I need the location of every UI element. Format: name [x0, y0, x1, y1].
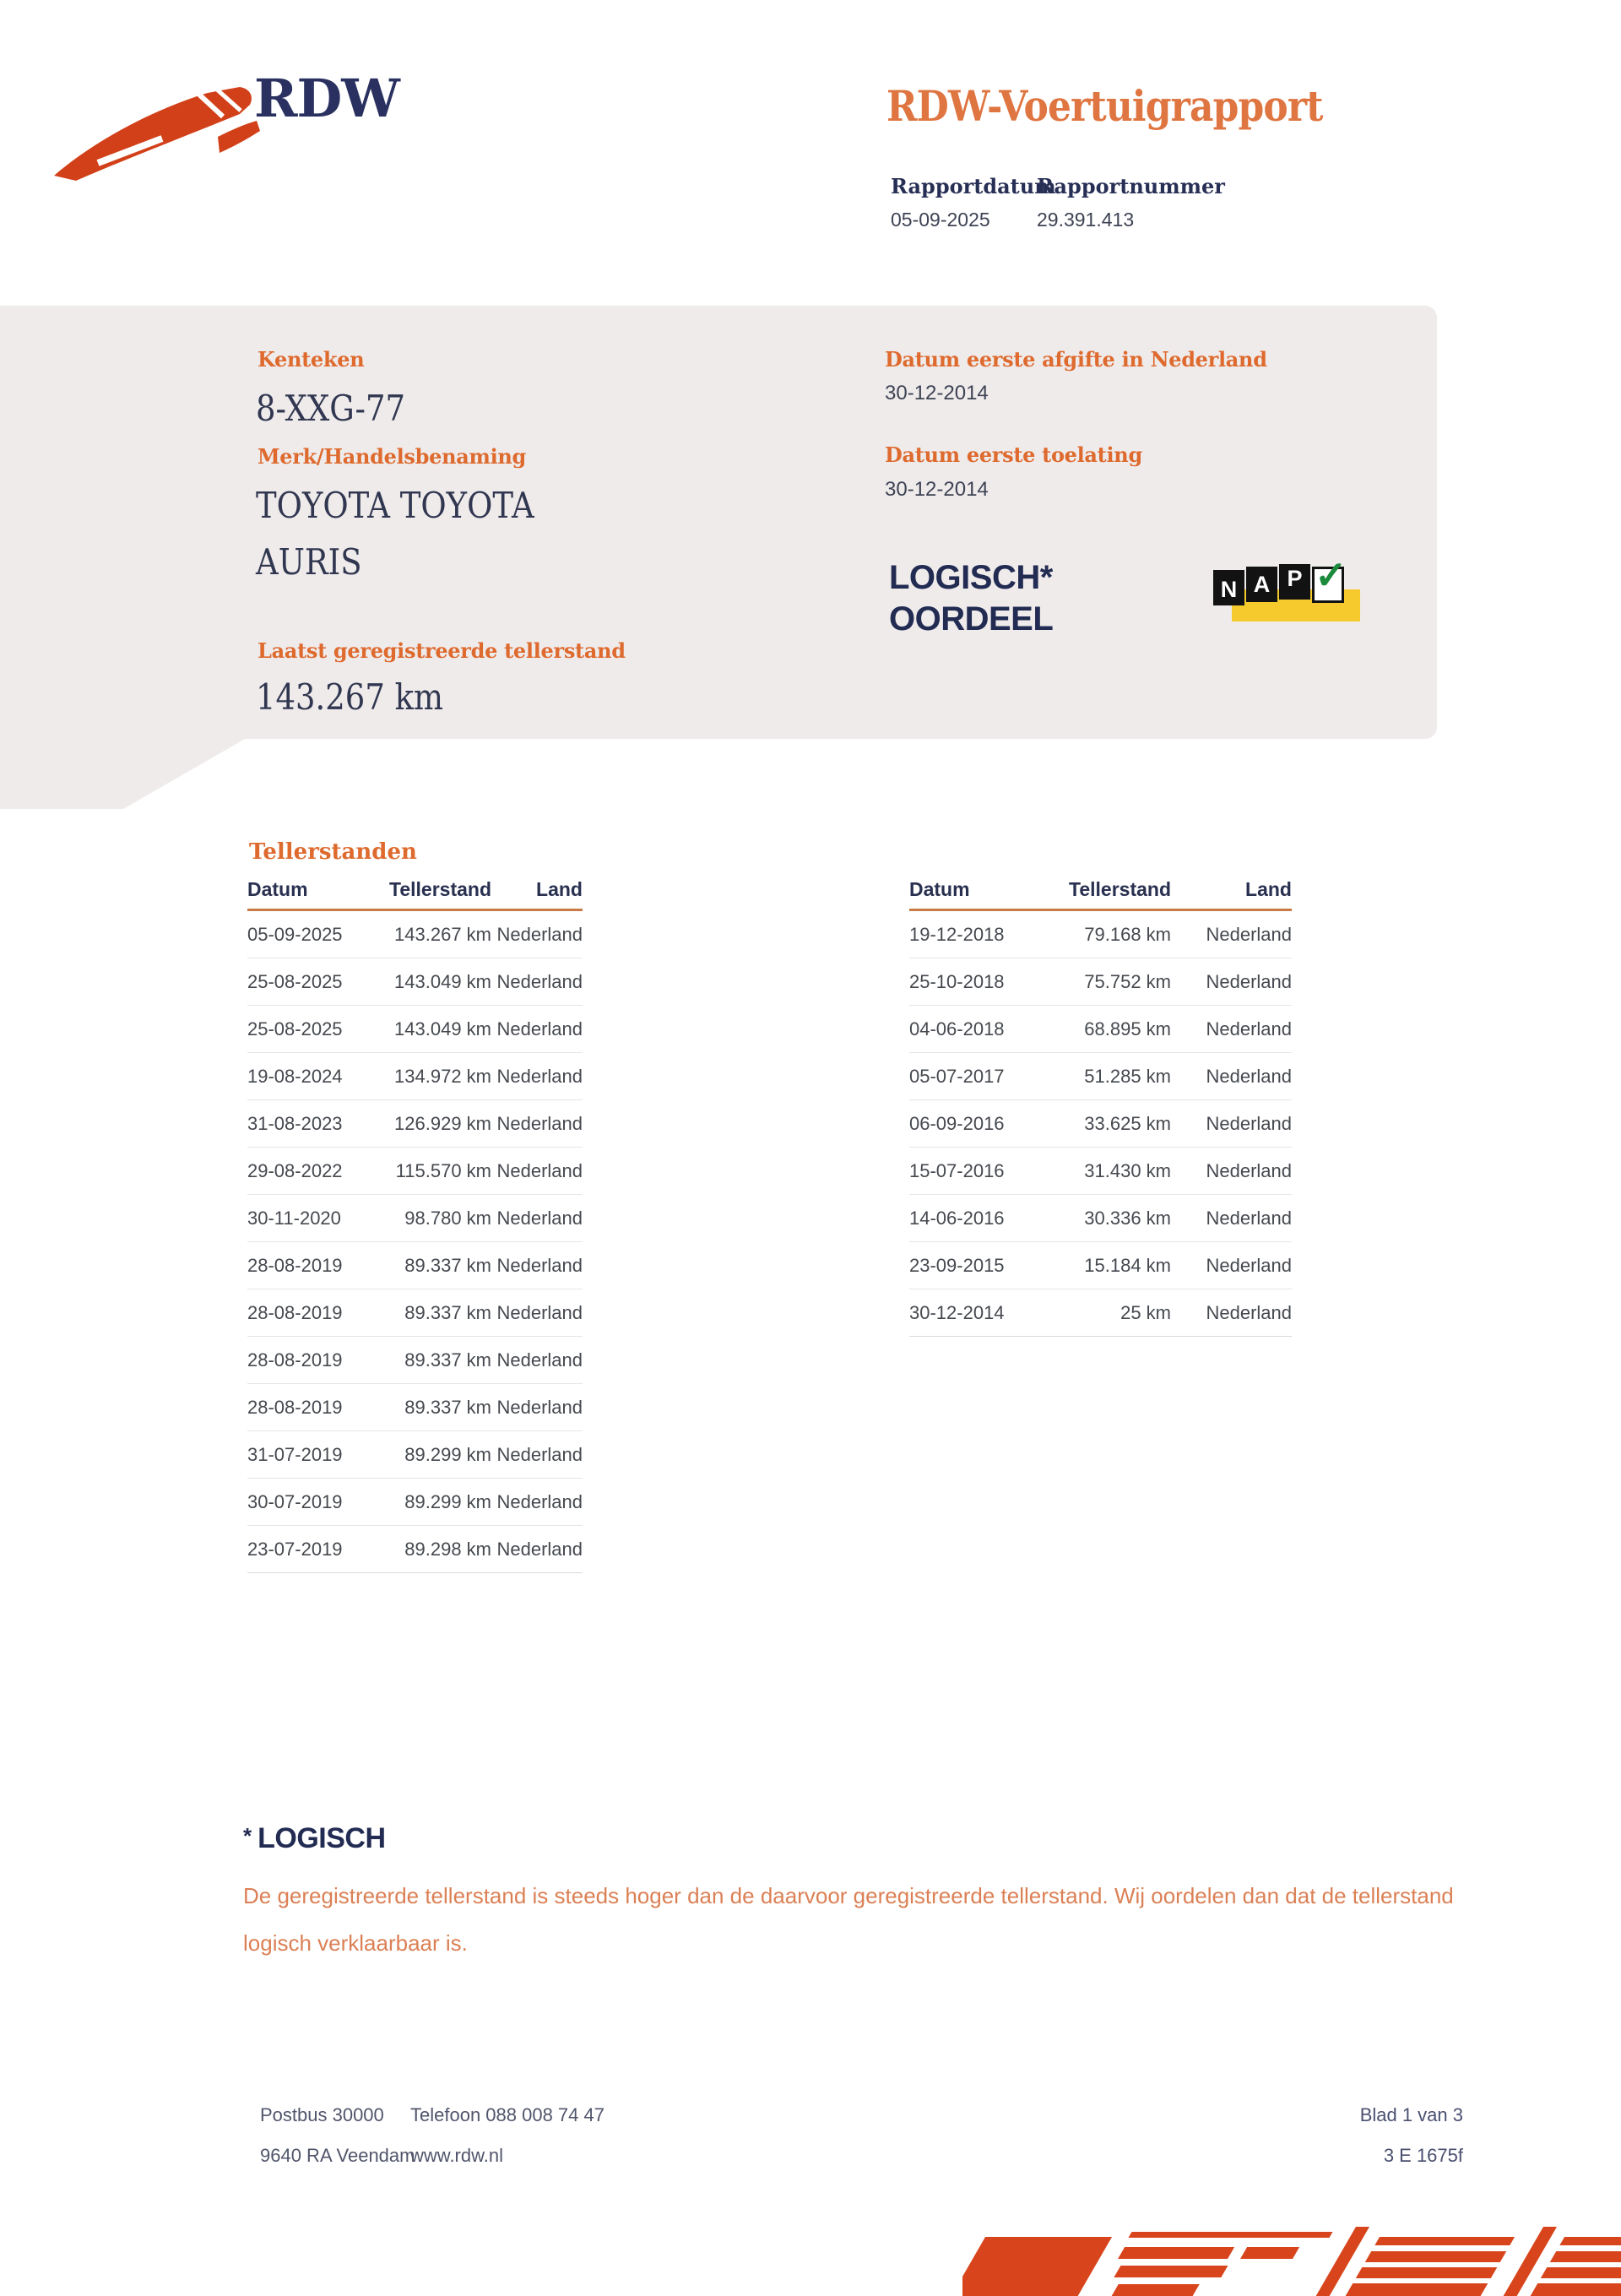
- cell-land: Nederland: [496, 1065, 583, 1087]
- report-date-value: 05-09-2025: [891, 209, 990, 231]
- table-row: [909, 1053, 1292, 1100]
- tellerstand-label: Laatst geregistreerde tellerstand: [258, 638, 626, 663]
- cell-datum: 19-12-2018: [909, 923, 1005, 945]
- cell-tellerstand: 89.299 km: [404, 1443, 491, 1465]
- cell-datum: 19-08-2024: [247, 1065, 343, 1087]
- table-row: [247, 958, 583, 1006]
- cell-land: Nederland: [496, 1443, 583, 1465]
- table-row: [909, 1289, 1292, 1337]
- column-header-land: Land: [536, 878, 583, 900]
- cell-tellerstand: 89.298 km: [404, 1538, 491, 1560]
- cell-datum: 29-08-2022: [247, 1159, 343, 1181]
- table-header-row: [909, 878, 1292, 911]
- cell-datum: 28-08-2019: [247, 1254, 343, 1276]
- column-header-datum: Datum: [909, 878, 970, 900]
- cell-tellerstand: 143.267 km: [394, 923, 491, 945]
- nap-letter-n: N: [1213, 570, 1244, 605]
- table-row: [247, 1195, 583, 1242]
- cell-land: Nederland: [496, 1018, 583, 1039]
- oordeel-line2: OORDEEL: [889, 600, 1054, 638]
- cell-datum: 15-07-2016: [909, 1159, 1005, 1181]
- table-row: [909, 1006, 1292, 1053]
- column-header-tellerstand: Tellerstand: [1069, 878, 1171, 900]
- nap-checkmark-icon: ✓: [1315, 553, 1347, 597]
- table-header-row: [247, 878, 583, 911]
- cell-land: Nederland: [496, 1159, 583, 1181]
- cell-land: Nederland: [1206, 923, 1292, 945]
- table-row: [247, 1526, 583, 1573]
- cell-land: Nederland: [496, 1207, 583, 1229]
- cell-land: Nederland: [1206, 1254, 1292, 1276]
- cell-land: Nederland: [1206, 1112, 1292, 1134]
- cell-tellerstand: 89.337 km: [404, 1301, 491, 1323]
- cell-land: Nederland: [1206, 1301, 1292, 1323]
- cell-datum: 06-09-2016: [909, 1112, 1005, 1134]
- table-row: [247, 1100, 583, 1148]
- table-row: [247, 1053, 583, 1100]
- cell-datum: 25-08-2025: [247, 970, 343, 992]
- panel-tail-shape: [0, 738, 247, 809]
- cell-tellerstand: 51.285 km: [1084, 1065, 1171, 1087]
- table-row: [247, 1148, 583, 1195]
- rdw-logo-text: RDW: [254, 68, 399, 129]
- cell-land: Nederland: [496, 923, 583, 945]
- cell-datum: 04-06-2018: [909, 1018, 1005, 1039]
- cell-tellerstand: 75.752 km: [1084, 970, 1171, 992]
- cell-land: Nederland: [1206, 1018, 1292, 1039]
- table-row: [909, 1148, 1292, 1195]
- cell-datum: 28-08-2019: [247, 1396, 343, 1418]
- tellerstanden-table-right: [909, 878, 1292, 1337]
- cell-datum: 25-10-2018: [909, 970, 1005, 992]
- footer-address-line1: Postbus 30000: [260, 2104, 384, 2125]
- report-date-label: Rapportdatum: [891, 174, 1056, 198]
- cell-datum: 28-08-2019: [247, 1349, 343, 1371]
- toelating-label: Datum eerste toelating: [885, 442, 1142, 467]
- cell-tellerstand: 126.929 km: [394, 1112, 491, 1134]
- cell-tellerstand: 89.299 km: [404, 1490, 491, 1512]
- cell-tellerstand: 79.168 km: [1084, 923, 1171, 945]
- oordeel-line1: LOGISCH*: [889, 559, 1053, 596]
- vehicle-summary-panel: [0, 306, 1437, 739]
- cell-land: Nederland: [496, 1112, 583, 1134]
- tellerstanden-section-title: Tellerstanden: [249, 839, 417, 865]
- footer-form-code: 3 E 1675f: [1383, 2145, 1463, 2166]
- merk-label: Merk/Handelsbenaming: [258, 444, 527, 469]
- cell-land: Nederland: [496, 1349, 583, 1371]
- table-row: [247, 1242, 583, 1289]
- report-date-block: [891, 174, 1056, 231]
- cell-tellerstand: 68.895 km: [1084, 1018, 1171, 1039]
- logisch-footnote-heading: [243, 1822, 386, 1855]
- rdw-stripes-decoration: [962, 2227, 1621, 2296]
- cell-land: Nederland: [1206, 1207, 1292, 1229]
- footer-website: www.rdw.nl: [410, 2145, 504, 2166]
- table-row: [247, 911, 583, 958]
- tellerstand-value: 143.267 km: [256, 676, 444, 718]
- rdw-swoosh-logo-icon: [49, 83, 264, 191]
- table-row: [247, 1337, 583, 1384]
- cell-land: Nederland: [496, 1538, 583, 1560]
- cell-tellerstand: 115.570 km: [395, 1159, 491, 1181]
- cell-datum: 23-09-2015: [909, 1254, 1005, 1276]
- page-title: RDW-Voertuigrapport: [886, 81, 1323, 131]
- footnote-title: LOGISCH: [258, 1822, 386, 1854]
- cell-datum: 30-11-2020: [247, 1207, 341, 1229]
- toelating-value: 30-12-2014: [885, 478, 989, 501]
- report-number-label: Rapportnummer: [1037, 174, 1225, 198]
- cell-tellerstand: 30.336 km: [1084, 1207, 1171, 1229]
- table-row: [247, 1479, 583, 1526]
- nap-checkbox: [1312, 553, 1347, 603]
- footer-address-line2: 9640 RA Veendam: [260, 2145, 415, 2166]
- column-header-datum: Datum: [247, 878, 308, 900]
- report-number-value: 29.391.413: [1037, 209, 1135, 231]
- table-row: [247, 1431, 583, 1479]
- nap-letter-a: A: [1246, 567, 1277, 602]
- nap-logo: [1213, 553, 1374, 627]
- footer-phone: Telefoon 088 008 74 47: [410, 2104, 604, 2125]
- cell-tellerstand: 143.049 km: [394, 970, 491, 992]
- report-number-block: [1037, 174, 1225, 231]
- cell-datum: 30-07-2019: [247, 1490, 343, 1512]
- cell-tellerstand: 89.337 km: [404, 1396, 491, 1418]
- cell-tellerstand: 134.972 km: [394, 1065, 491, 1087]
- cell-datum: 31-08-2023: [247, 1112, 343, 1134]
- cell-datum: 31-07-2019: [247, 1443, 343, 1465]
- table-row: [247, 1006, 583, 1053]
- column-header-land: Land: [1245, 878, 1292, 900]
- kenteken-label: Kenteken: [258, 347, 365, 372]
- cell-tellerstand: 33.625 km: [1084, 1112, 1171, 1134]
- cell-datum: 14-06-2016: [909, 1207, 1005, 1229]
- table-row: [909, 1195, 1292, 1242]
- cell-datum: 23-07-2019: [247, 1538, 343, 1560]
- cell-tellerstand: 89.337 km: [404, 1254, 491, 1276]
- table-row: [909, 1242, 1292, 1289]
- table-row: [247, 1384, 583, 1431]
- cell-tellerstand: 25 km: [1120, 1301, 1171, 1323]
- cell-tellerstand: 15.184 km: [1084, 1254, 1171, 1276]
- oordeel-verdict: [889, 557, 1053, 640]
- cell-tellerstand: 89.337 km: [404, 1349, 491, 1371]
- cell-datum: 30-12-2014: [909, 1301, 1005, 1323]
- cell-datum: 28-08-2019: [247, 1301, 343, 1323]
- column-header-tellerstand: Tellerstand: [389, 878, 491, 900]
- table-row: [909, 911, 1292, 958]
- cell-tellerstand: 31.430 km: [1084, 1159, 1171, 1181]
- nap-letter-p: P: [1279, 564, 1310, 600]
- cell-land: Nederland: [496, 1490, 583, 1512]
- cell-datum: 05-09-2025: [247, 923, 343, 945]
- cell-land: Nederland: [496, 1254, 583, 1276]
- table-row: [247, 1289, 583, 1337]
- cell-land: Nederland: [1206, 970, 1292, 992]
- tellerstanden-table-left: [247, 878, 583, 1573]
- footnote-asterisk: *: [243, 1823, 252, 1848]
- afgifte-label: Datum eerste afgifte in Nederland: [885, 347, 1267, 372]
- cell-tellerstand: 98.780 km: [404, 1207, 491, 1229]
- cell-datum: 25-08-2025: [247, 1018, 343, 1039]
- table-row: [909, 1100, 1292, 1148]
- logisch-footnote-text: De geregistreerde tellerstand is steeds hoger dan de daarvoor geregistreerde tellerstand. Wij oordelen dan dat de tellerstand logisch verklaarbaar is.: [243, 1883, 1454, 1956]
- cell-datum: 05-07-2017: [909, 1065, 1005, 1087]
- cell-land: Nederland: [496, 1396, 583, 1418]
- afgifte-value: 30-12-2014: [885, 382, 989, 404]
- cell-land: Nederland: [496, 970, 583, 992]
- cell-tellerstand: 143.049 km: [394, 1018, 491, 1039]
- table-row: [909, 958, 1292, 1006]
- cell-land: Nederland: [1206, 1159, 1292, 1181]
- cell-land: Nederland: [1206, 1065, 1292, 1087]
- cell-land: Nederland: [496, 1301, 583, 1323]
- merk-value: TOYOTA TOYOTA AURIS: [256, 485, 534, 583]
- kenteken-value: 8-XXG-77: [256, 388, 406, 429]
- footer-page-number: Blad 1 van 3: [1359, 2104, 1463, 2125]
